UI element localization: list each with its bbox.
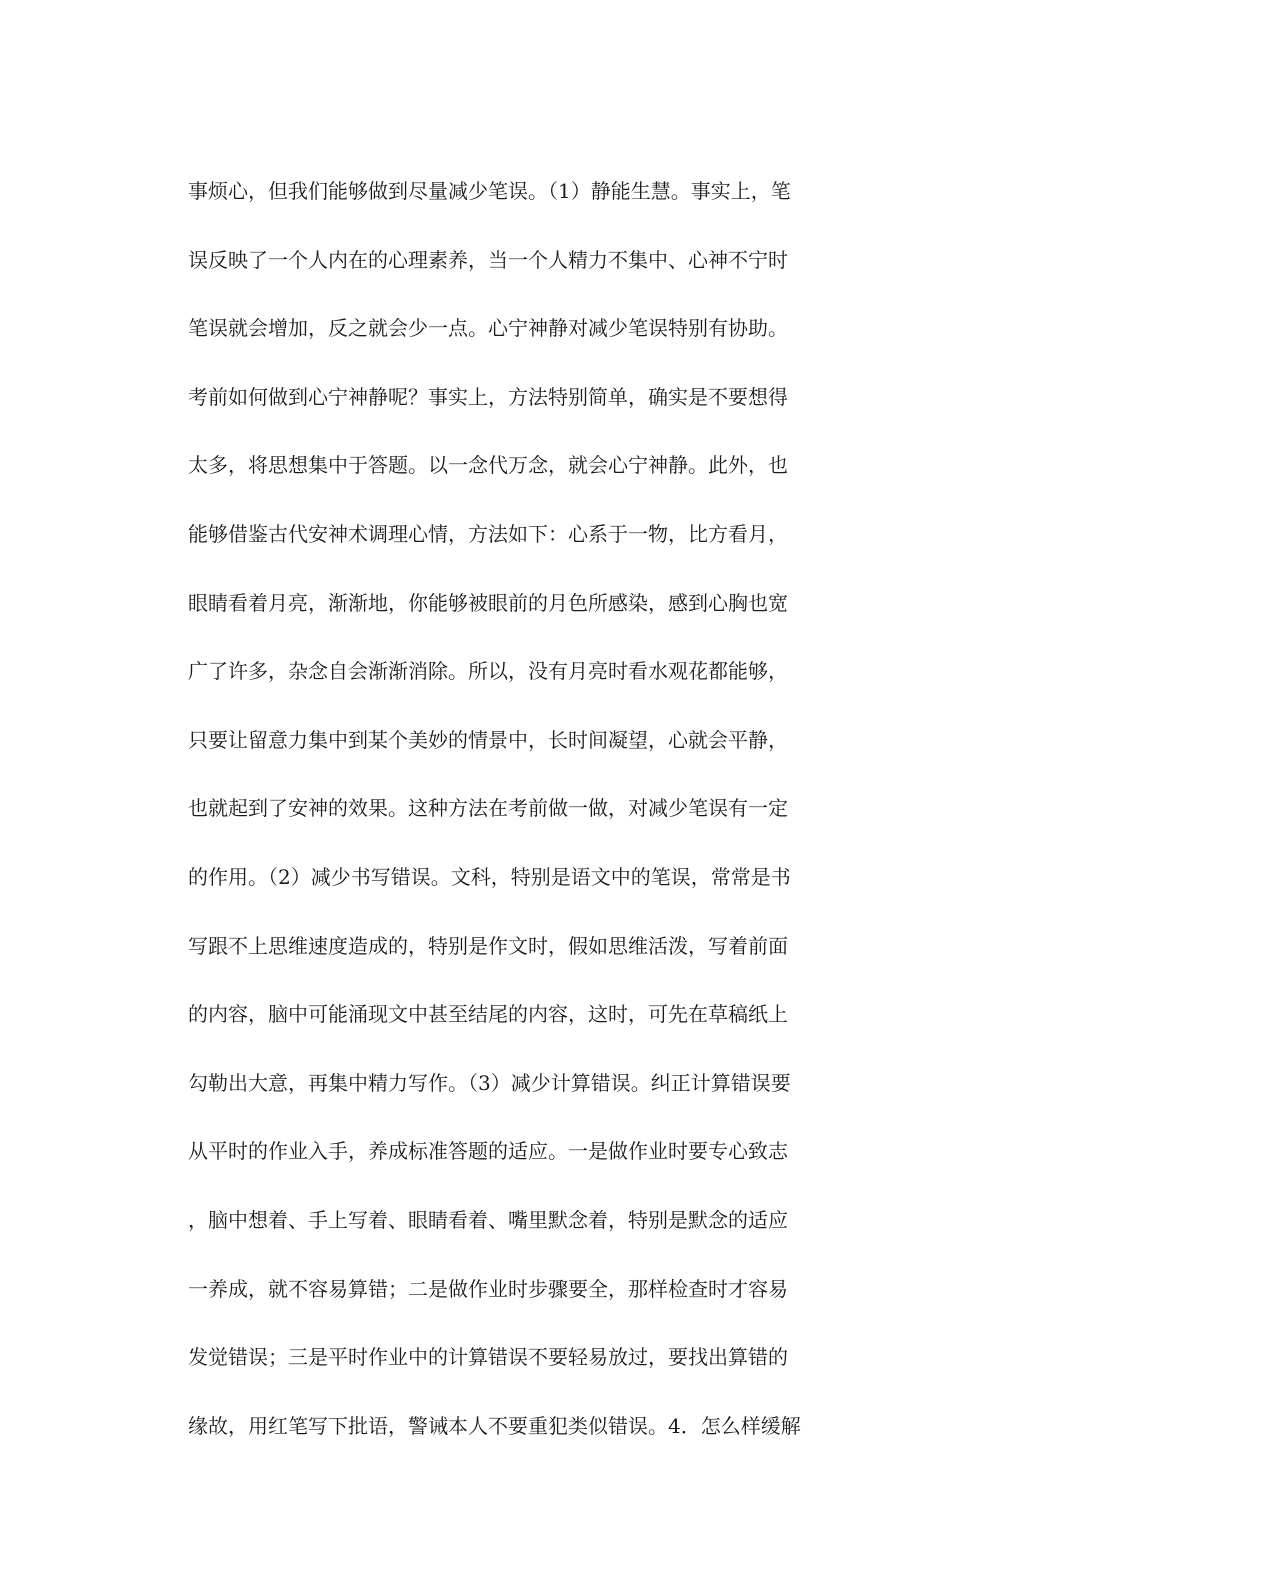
body-text xyxy=(188,163,1088,1466)
text-line-11: 的作用。（2）减少书写错误。文科，特别是语文中的笔误，常常是书 xyxy=(188,864,791,889)
text-line-3: 笔误就会增加，反之就会少一点。心宁神静对减少笔误特别有协助。 xyxy=(188,316,788,341)
text-line-4: 考前如何做到心宁神静呢？事实上，方法特别简单，确实是不要想得 xyxy=(188,384,788,409)
text-line-17: 一养成，就不容易算错；二是做作业时步骤要全，那样检查时才容易 xyxy=(188,1276,788,1301)
text-line-13: 的内容，脑中可能涌现文中甚至结尾的内容，这时，可先在草稿纸上 xyxy=(188,1002,788,1027)
text-line-18: 发觉错误；三是平时作业中的计算错误不要轻易放过，要找出算错的 xyxy=(188,1345,788,1370)
text-line-15: 从平时的作业入手，养成标准答题的适应。一是做作业时要专心致志 xyxy=(188,1139,788,1164)
text-line-2: 误反映了一个人内在的心理素养，当一个人精力不集中、心神不宁时 xyxy=(188,247,788,272)
text-line-16: ，脑中想着、手上写着、眼睛看着、嘴里默念着，特别是默念的适应 xyxy=(188,1207,788,1232)
text-line-10: 也就起到了安神的效果。这种方法在考前做一做，对减少笔误有一定 xyxy=(188,796,788,821)
text-line-8: 广了许多，杂念自会渐渐消除。所以，没有月亮时看水观花都能够， xyxy=(188,659,788,684)
text-line-19: 缘故，用红笔写下批语，警诫本人不要重犯类似错误。4．怎么样缓解 xyxy=(188,1413,801,1438)
text-line-12: 写跟不上思维速度造成的，特别是作文时，假如思维活泼，写着前面 xyxy=(188,933,788,958)
text-line-6: 能够借鉴古代安神术调理心情，方法如下：心系于一物，比方看月， xyxy=(188,521,788,546)
text-line-7: 眼睛看着月亮，渐渐地，你能够被眼前的月色所感染，感到心胸也宽 xyxy=(188,590,788,615)
text-line-5: 太多，将思想集中于答题。以一念代万念，就会心宁神静。此外，也 xyxy=(188,453,788,478)
text-line-9: 只要让留意力集中到某个美妙的情景中，长时间凝望，心就会平静， xyxy=(188,727,788,752)
text-line-14: 勾勒出大意，再集中精力写作。（3）减少计算错误。纠正计算错误要 xyxy=(188,1070,791,1095)
text-line-1: 事烦心，但我们能够做到尽量减少笔误。（1）静能生慧。事实上，笔 xyxy=(188,179,791,203)
